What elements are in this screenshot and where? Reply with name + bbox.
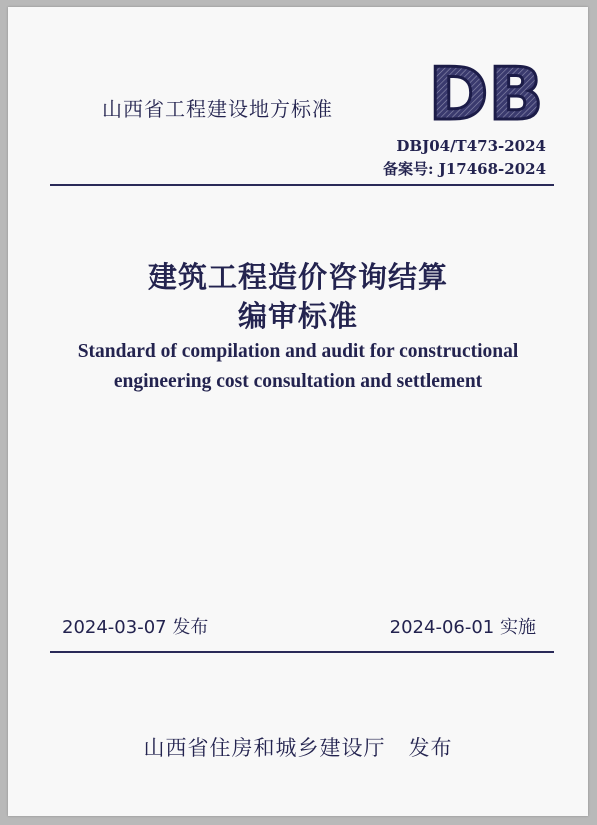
english-title-line-2: engineering cost consultation and settlement bbox=[113, 371, 483, 392]
publish-date: 2024-03-07 发布 bbox=[62, 617, 209, 638]
header-divider bbox=[50, 184, 554, 186]
implement-date: 2024-06-01 实施 bbox=[389, 617, 536, 638]
db-logo-text: DB bbox=[428, 59, 544, 125]
record-number: 备案号: J17468-2024 bbox=[382, 160, 546, 178]
document-cover bbox=[8, 7, 588, 816]
footer-divider bbox=[50, 651, 554, 653]
db-logo bbox=[414, 59, 558, 125]
chinese-title-line-1: 建筑工程造价咨询结算 bbox=[147, 260, 448, 294]
english-title-line-1: Standard of compilation and audit for constructional bbox=[77, 341, 519, 362]
chinese-title-line-2: 编审标准 bbox=[237, 299, 358, 333]
publisher: 山西省住房和城乡建设厅 发布 bbox=[143, 736, 453, 760]
standard-number: DBJ04/T473-2024 bbox=[396, 137, 546, 155]
issuer-category: 山西省工程建设地方标准 bbox=[102, 97, 333, 121]
